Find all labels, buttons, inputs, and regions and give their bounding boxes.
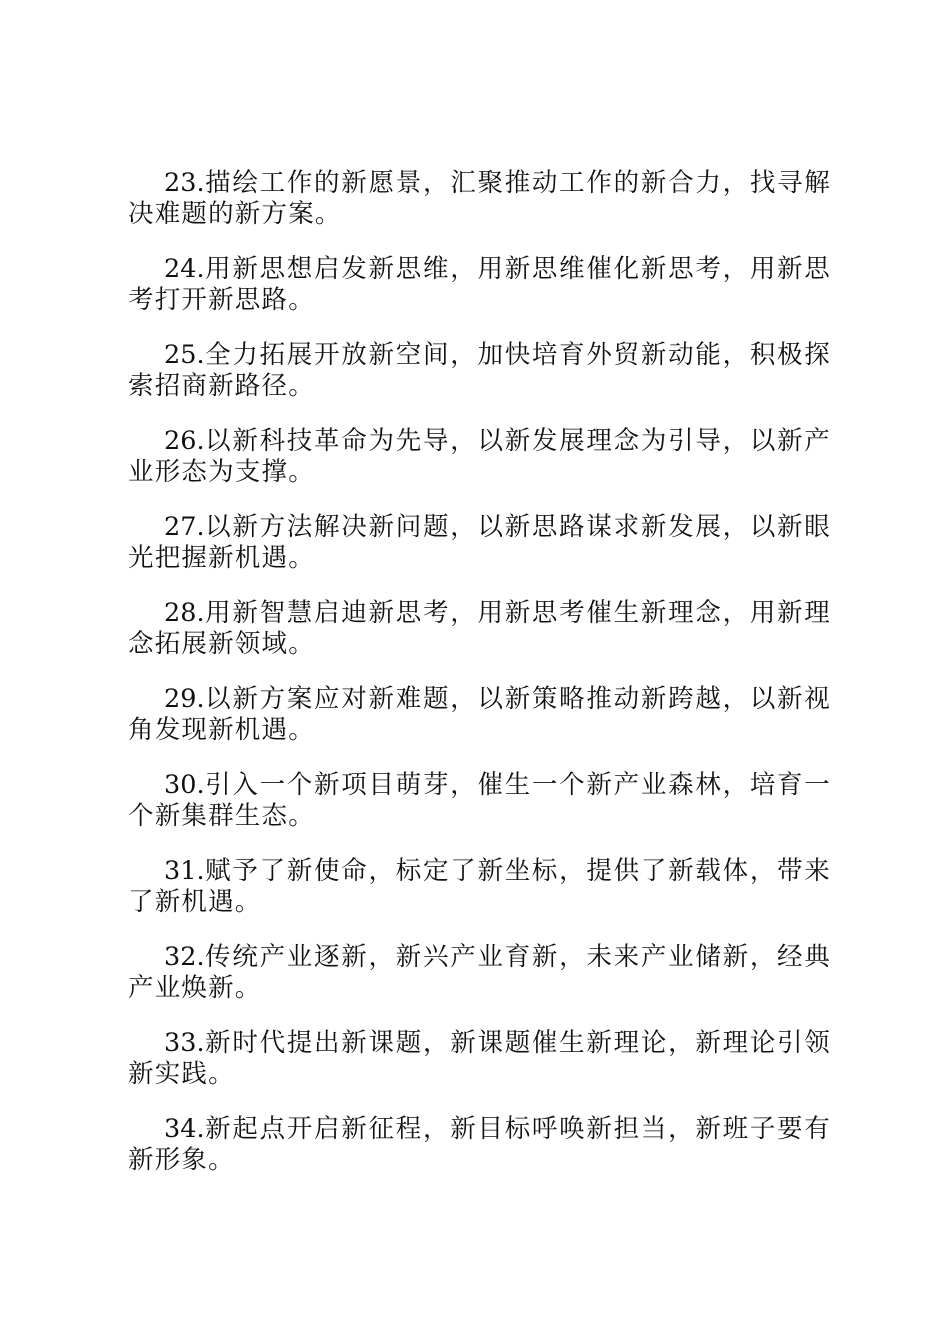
item-number: 30. (164, 770, 205, 800)
item-text: 以新方案应对新难题，以新策略推动新跨越，以新视角发现新机遇。 (128, 684, 831, 745)
item-text: 赋予了新使命，标定了新坐标，提供了新载体，带来了新机遇。 (128, 856, 831, 917)
item-text: 引入一个新项目萌芽，催生一个新产业森林，培育一个新集群生态。 (128, 770, 831, 831)
item-number: 24. (164, 254, 205, 284)
item-number: 33. (164, 1028, 205, 1058)
item-number: 29. (164, 684, 205, 714)
list-item (128, 1114, 831, 1176)
item-text: 全力拓展开放新空间，加快培育外贸新动能，积极探索招商新路径。 (128, 340, 831, 401)
item-number: 26. (164, 426, 205, 456)
item-number: 25. (164, 340, 205, 370)
item-number: 23. (164, 168, 205, 198)
item-text: 传统产业逐新，新兴产业育新，未来产业储新，经典产业焕新。 (128, 942, 831, 1003)
item-text: 描绘工作的新愿景，汇聚推动工作的新合力，找寻解决难题的新方案。 (128, 168, 831, 229)
list-item (128, 598, 831, 660)
document-page (128, 168, 831, 1200)
list-item (128, 254, 831, 316)
list-item (128, 1028, 831, 1090)
item-number: 28. (164, 598, 205, 628)
item-number: 27. (164, 512, 205, 542)
item-number: 32. (164, 942, 205, 972)
list-item (128, 512, 831, 574)
item-text: 新起点开启新征程，新目标呼唤新担当，新班子要有新形象。 (128, 1114, 831, 1175)
item-text: 以新方法解决新问题，以新思路谋求新发展，以新眼光把握新机遇。 (128, 512, 831, 573)
item-text: 用新智慧启迪新思考，用新思考催生新理念，用新理念拓展新领域。 (128, 598, 831, 659)
list-item (128, 770, 831, 832)
item-text: 用新思想启发新思维，用新思维催化新思考，用新思考打开新思路。 (128, 254, 831, 315)
list-item (128, 856, 831, 918)
list-item (128, 942, 831, 1004)
item-number: 31. (164, 856, 205, 886)
list-item (128, 684, 831, 746)
item-number: 34. (164, 1114, 205, 1144)
item-text: 以新科技革命为先导，以新发展理念为引导，以新产业形态为支撑。 (128, 426, 831, 487)
list-item (128, 340, 831, 402)
item-text: 新时代提出新课题，新课题催生新理论，新理论引领新实践。 (128, 1028, 831, 1089)
list-item (128, 168, 831, 230)
list-item (128, 426, 831, 488)
